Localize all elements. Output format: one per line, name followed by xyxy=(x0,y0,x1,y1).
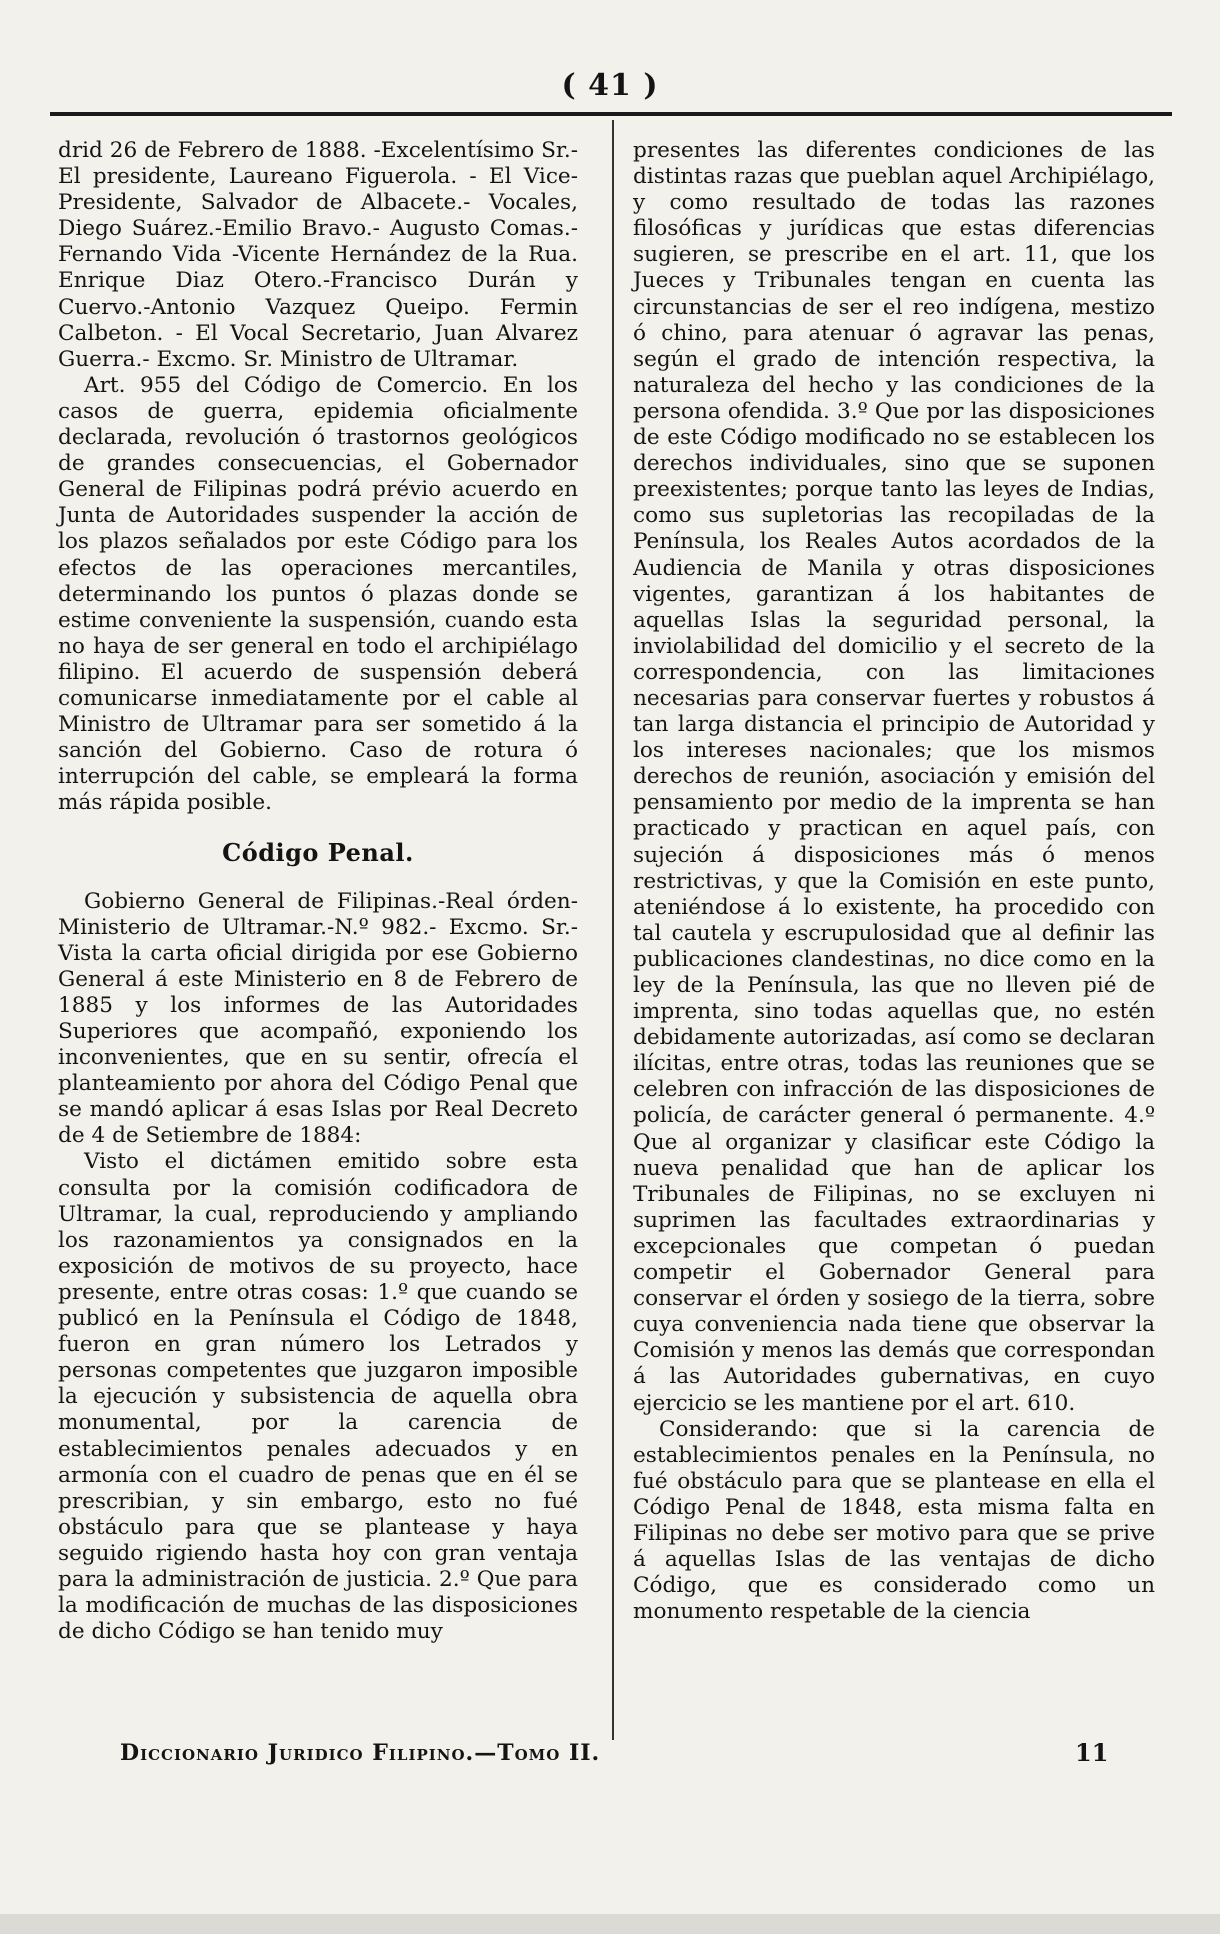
signature-mark: 11 xyxy=(1075,1738,1109,1767)
right-column xyxy=(633,138,1155,1625)
scan-bottom-strip xyxy=(0,1914,1220,1934)
paragraph-presentes: presentes las diferentes condiciones de las distintas razas que pueblan aquel Archipiélago, y como resultado de todas las razones filosóficas y jurídicas que estas diferencias sugieren, se prescribe en el art. 11, que los Jueces y Tribunales tengan en cuenta las circunstancias de ser el reo indígena, mestizo ó chino, para atenuar ó agravar las penas, según el grado de intención respectiva, la naturaleza del hecho y las condiciones de la persona ofendida. 3.º Que por las disposiciones de este Código modificado no se establecen los derechos individuales, sino que se suponen preexistentes; porque tanto las leyes de Indias, como sus supletorias las recopiladas de la Península, los Reales Autos acordados de la Audiencia de Manila y otras disposiciones vigentes, garantizan á los habitantes de aquellas Islas la seguridad personal, la inviolabilidad del domicilio y el secreto de la correspondencia, con las limitaciones necesarias para conservar fuertes y robustos á tan larga distancia el principio de Autoridad y los intereses nacionales; que los mismos derechos de reunión, asociación y emisión del pensamiento por medio de la imprenta se han practicado y practican en aquel país, con sujeción á disposiciones más ó menos restrictivas, y que la Comisión en este punto, ateniéndose á lo existente, ha procedido con tal cautela y escrupulosidad que al definir las publicaciones clandestinas, no dice como en la ley de la Península, las que no lleven pié de imprenta, sino todas aquellas que, no estén debidamente autorizadas, así como se declaran ilícitas, entre otras, todas las reuniones que se celebren con infracción de las disposiciones de policía, de carácter general ó permanente. 4.º Que al organizar y clasificar este Código la nueva penalidad que han de aplicar los Tribunales de Filipinas, no se excluyen ni suprimen las facultades extraordinarias y excepcionales que competan ó puedan competir el Gobernador General para conservar el órden y sosiego de la tierra, sobre cuya conveniencia nada tiene que observar la Comisión y menos las demás que correspondan á las Autoridades gubernativas, en cuyo ejercicio se les mantiene por el art. 610. xyxy=(633,138,1155,1416)
column-divider xyxy=(612,120,614,1740)
paragraph-considerando: Considerando: que si la carencia de establecimientos penales en la Península, no fué obstáculo para que se plantease en ella el Código Penal de 1848, esta misma falta en Filipinas no debe ser motivo para que se prive á aquellas Islas de las ventajas de dicho Código, que es considerado como un monumento respetable de la ciencia xyxy=(633,1416,1155,1625)
header-rule xyxy=(50,112,1172,116)
paragraph-visto: Visto el dictámen emitido sobre esta consulta por la comisión codificadora de Ultramar, la cual, reproduciendo y ampliando los razonamientos ya consignados en la exposición de motivos de su proyecto, hace presente, entre otras cosas: 1.º que cuando se publicó en la Península el Código de 1848, fueron en gran número los Letrados y personas competentes que juzgaron imposible la ejecución y subsistencia de aquella obra monumental, por la carencia de establecimientos penales adecuados y en armonía con el cuadro de penas que en él se prescribian, y sin embargo, esto no fué obstáculo para que se plantease y haya seguido rigiendo hasta hoy con gran ventaja para la administración de justicia. 2.º Que para la modificación de muchas de las disposiciones de dicho Código se han tenido muy xyxy=(58,1149,578,1645)
page-number: ( 41 ) xyxy=(561,68,659,103)
paragraph-real-orden: Gobierno General de Filipinas.-Real órden-Ministerio de Ultramar.-N.º 982.- Excmo. Sr.-Vista la carta oficial dirigida por ese Gobierno General á este Ministerio en 8 de Febrero de 1885 y los informes de las Autoridades Superiores que acompañó, exponiendo los inconvenientes, que en su sentir, ofrecía el planteamiento por ahora del Código Penal que se mandó aplicar á esas Islas por Real Decreto de 4 de Setiembre de 1884: xyxy=(58,888,578,1149)
section-heading: Código Penal. xyxy=(222,838,414,868)
footer-title: Diccionario Juridico Filipino.—Tomo II. xyxy=(120,1740,601,1766)
paragraph-signatories: drid 26 de Febrero de 1888. -Excelentísimo Sr.-El presidente, Laureano Figuerola. - El Vice-Presidente, Salvador de Albacete.- Vocales, Diego Suárez.-Emilio Bravo.- Augusto Comas.-Fernando Vida -Vicente Hernández de la Rua. Enrique Diaz Otero.-Francisco Durán y Cuervo.-Antonio Vazquez Queipo. Fermin Calbeton. - El Vocal Secretario, Juan Alvarez Guerra.- Excmo. Sr. Ministro de Ultramar. xyxy=(58,138,578,372)
paragraph-art-955: Art. 955 del Código de Comercio. En los casos de guerra, epidemia oficialmente declarada, revolución ó trastornos geológicos de grandes consecuencias, el Gobernador General de Filipinas podrá prévio acuerdo en Junta de Autoridades suspender la acción de los plazos señalados por este Código para los efectos de las operaciones mercantiles, determinando los puntos ó plazas donde se estime conveniente la suspensión, cuando esta no haya de ser general en todo el archipiélago filipino. El acuerdo de suspensión deberá comunicarse inmediatamente por el cable al Ministro de Ultramar para ser sometido á la sanción del Gobierno. Caso de rotura ó interrupción del cable, se empleará la forma más rápida posible. xyxy=(58,372,578,816)
left-column xyxy=(58,138,578,1645)
